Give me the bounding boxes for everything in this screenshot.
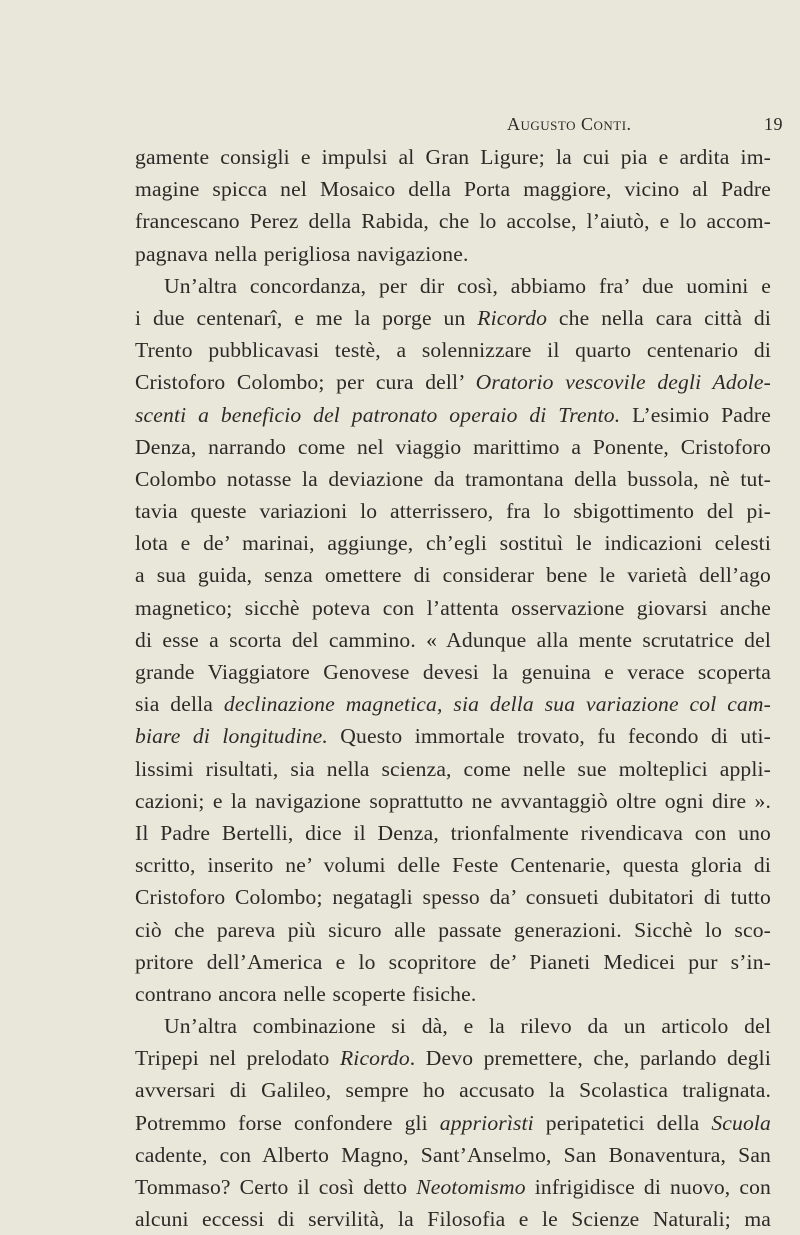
text-line: lota e de’ marinai, aggiunge, ch’egli sostituì le indicazioni celesti: [135, 531, 771, 556]
text-line: lissimi risultati, sia nella scienza, come nelle sue molteplici appli-: [135, 756, 771, 781]
text-line: Tripepi nel prelodato Ricordo. Devo premettere, che, parlando degli: [135, 1046, 771, 1071]
text-line: cadente, con Alberto Magno, Sant’Anselmo, San Bonaventura, San: [135, 1142, 771, 1167]
text-line: Il Padre Bertelli, dice il Denza, trionfalmente rivendicava con uno: [135, 820, 771, 845]
text-line: cazioni; e la navigazione soprattutto ne avvantaggiò oltre ogni dire ».: [135, 788, 771, 813]
text-line: pagnava nella perigliosa navigazione.: [135, 241, 469, 266]
text-line: Cristoforo Colombo; per cura dell’ Oratorio vescovile degli Adole-: [135, 370, 771, 395]
text-line: magine spicca nel Mosaico della Porta maggiore, vicino al Padre: [135, 177, 771, 202]
text-line: i due centenarî, e me la porge un Ricordo che nella cara città di: [135, 305, 771, 330]
text-line: francescano Perez della Rabida, che lo accolse, l’aiutò, e lo accom-: [135, 209, 771, 234]
page-number: 19: [764, 114, 783, 134]
text-line: a sua guida, senza omettere di considerar bene le varietà dell’ago: [135, 563, 771, 588]
text-line: alcuni eccessi di servilità, la Filosofia e le Scienze Naturali; ma: [135, 1207, 771, 1232]
text-line: Tommaso? Certo il così detto Neotomismo infrigidisce di nuovo, con: [135, 1175, 771, 1199]
text-line: Potremmo forse confondere gli appriorìsti peripatetici della Scuola: [135, 1110, 771, 1135]
body-text: [135, 141, 771, 1235]
text-line: contrano ancora nelle scoperte fisiche.: [135, 981, 477, 1006]
text-line: magnetico; sicchè poteva con l’attenta osservazione giovarsi anche: [135, 595, 771, 620]
text-line: biare di longitudine. Questo immortale trovato, fu fecondo di uti-: [135, 724, 771, 749]
text-line: scenti a beneficio del patronato operaio di Trento. L’esimio Padre: [135, 402, 771, 427]
running-head: [0, 114, 800, 138]
text-line: sia della declinazione magnetica, sia della sua variazione col cam-: [135, 692, 771, 717]
text-line: grande Viaggiatore Genovese devesi la genuina e verace scoperta: [135, 660, 771, 684]
text-line: avversari di Galileo, sempre ho accusato la Scolastica tralignata.: [135, 1078, 771, 1103]
text-line: ciò che pareva più sicuro alle passate generazioni. Sicchè lo sco-: [135, 917, 771, 942]
text-line: Cristoforo Colombo; negatagli spesso da’ consueti dubitatori di tutto: [135, 885, 771, 910]
text-line: scritto, inserito ne’ volumi delle Feste Centenarie, questa gloria di: [135, 853, 771, 878]
text-line: gamente consigli e impulsi al Gran Ligure; la cui pia e ardita im-: [135, 145, 771, 169]
text-line: tavia queste variazioni lo atterrissero, fra lo sbigottimento del pi-: [135, 499, 771, 524]
text-line: Trento pubblicavasi testè, a solennizzare il quarto centenario di: [135, 338, 771, 363]
text-line: Un’altra combinazione si dà, e la rilevo da un articolo del: [164, 1014, 771, 1039]
text-line: pritore dell’America e lo scopritore de’ Pianeti Medicei pur s’in-: [135, 949, 771, 974]
text-line: Un’altra concordanza, per dir così, abbiamo fra’ due uomini e: [164, 273, 771, 298]
running-head-author: Augusto Conti.: [507, 114, 632, 134]
text-line: Colombo notasse la deviazione da tramontana della bussola, nè tut-: [135, 466, 771, 491]
text-line: di esse a scorta del cammino. « Adunque alla mente scrutatrice del: [135, 627, 771, 652]
text-line: Denza, narrando come nel viaggio marittimo a Ponente, Cristoforo: [135, 434, 771, 459]
